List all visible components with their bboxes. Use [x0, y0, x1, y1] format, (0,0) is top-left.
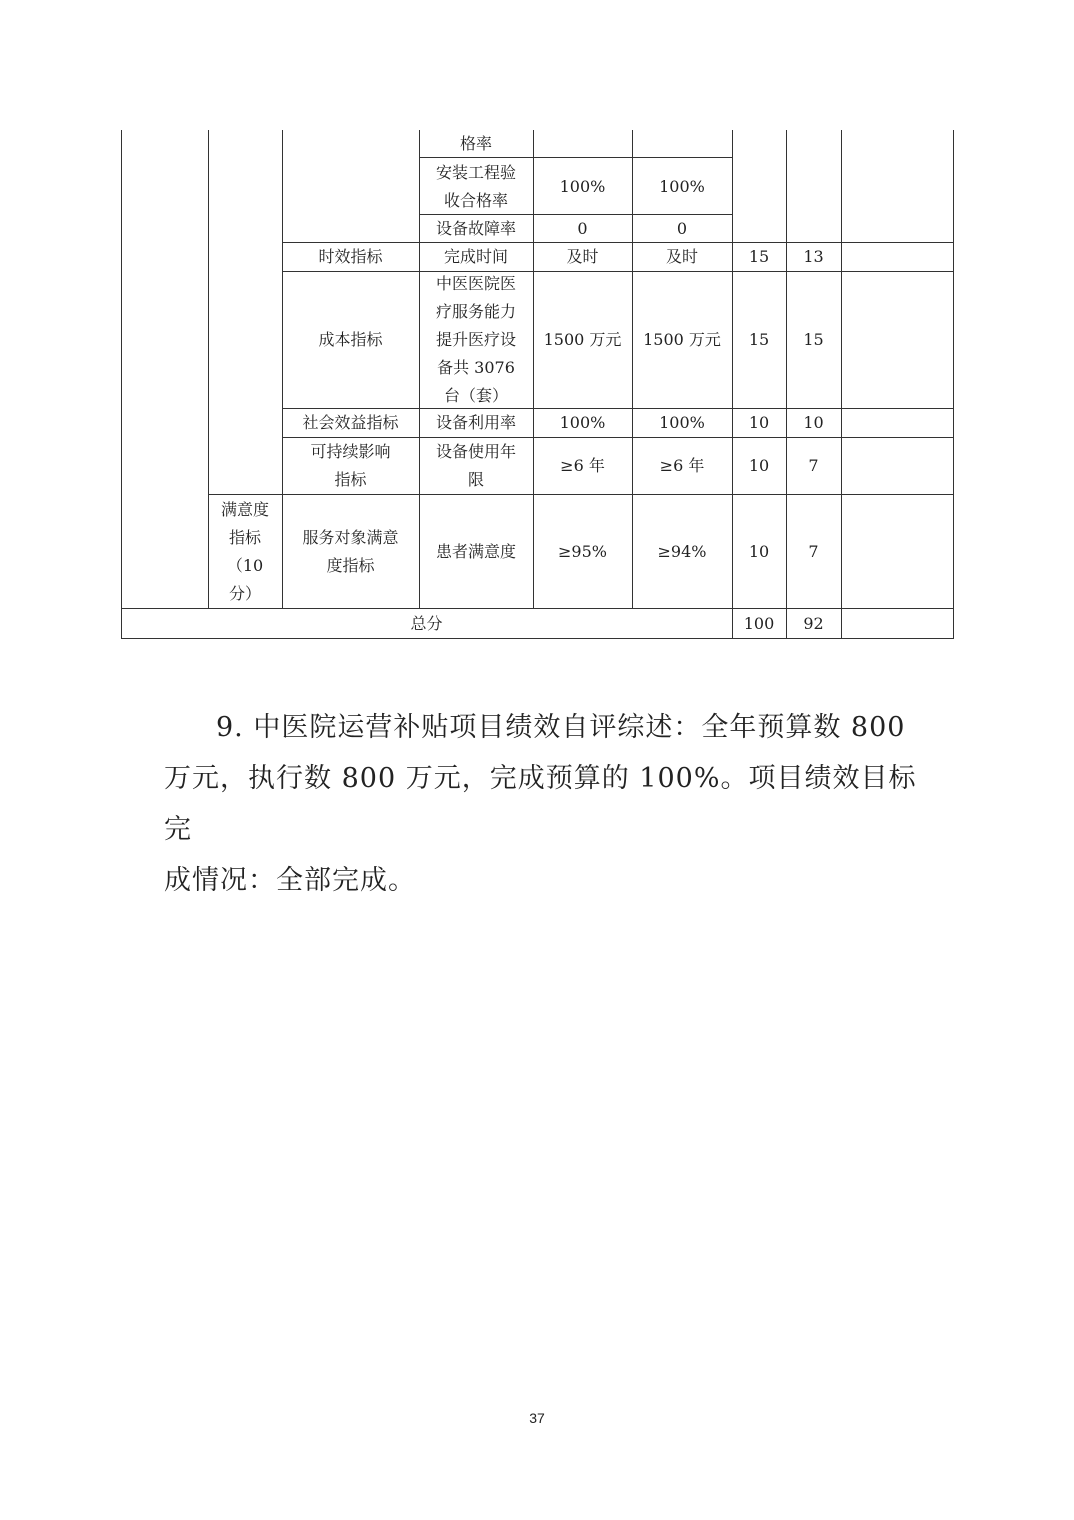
table-cell: ≥94%	[657, 541, 707, 561]
paragraph-line: 9. 中医院运营补贴项目绩效自评综述：全年预算数 800	[216, 712, 906, 743]
table-cell: 15	[748, 247, 770, 266]
table-cell: 0	[676, 219, 688, 238]
table-cell: 格率	[459, 134, 492, 153]
table-cell: 7	[808, 456, 819, 475]
page-number: 37	[529, 1410, 545, 1426]
table-cell: 安装工程验 收合格率	[435, 162, 516, 210]
table-cell: 100%	[559, 176, 606, 196]
paragraph-line: 成情况：全部完成。	[164, 865, 416, 896]
table-cell: 100%	[559, 413, 606, 432]
table-cell: 及时	[665, 247, 698, 266]
table-cell: 7	[808, 541, 819, 561]
table-cell: 10	[748, 413, 770, 432]
table-cell: 设备利用率	[435, 413, 516, 432]
table-cell: 15	[803, 330, 824, 349]
table-cell: 满意度 指标 （10 分）	[220, 499, 269, 603]
table-cell: 13	[803, 247, 824, 266]
table-cell: 100%	[659, 413, 705, 432]
table-cell: ≥95%	[558, 541, 607, 561]
table-cell: ≥6 年	[659, 456, 705, 475]
total-score: 92	[803, 613, 824, 633]
table-cell: 社会效益指标	[302, 413, 399, 432]
total-label: 总分	[410, 613, 443, 633]
table-cell: 成本指标	[318, 330, 383, 349]
total-weight: 100	[743, 613, 775, 633]
table-cell: 可持续影响 指标	[310, 442, 391, 489]
table-cell: 10	[748, 456, 770, 475]
table-cell: 10	[803, 413, 824, 432]
table-cell: 1500 万元	[543, 330, 622, 349]
table-cell: 中医医院医 疗服务能力 提升医疗设 备共 3076 台（套）	[435, 274, 516, 405]
table-cell: 100%	[659, 176, 705, 196]
table-cell: 设备使用年 限	[435, 442, 516, 489]
table-cell: 10	[748, 541, 770, 561]
table-cell: 设备故障率	[435, 219, 516, 238]
table-cell: 完成时间	[443, 247, 508, 266]
table-cell: 0	[577, 219, 588, 238]
table-cell: 15	[748, 330, 770, 349]
table-cell: 1500 万元	[643, 330, 721, 349]
paragraph-line: 万元，执行数 800 万元，完成预算的 100%。项目绩效目标完	[164, 763, 917, 845]
table-cell: 时效指标	[318, 247, 383, 266]
table-cell: ≥6 年	[560, 456, 605, 475]
table-cell: 服务对象满意 度指标	[302, 527, 399, 575]
table-cell: 及时	[566, 247, 599, 266]
summary-paragraph	[164, 702, 918, 906]
table-cell: 患者满意度	[435, 541, 516, 561]
